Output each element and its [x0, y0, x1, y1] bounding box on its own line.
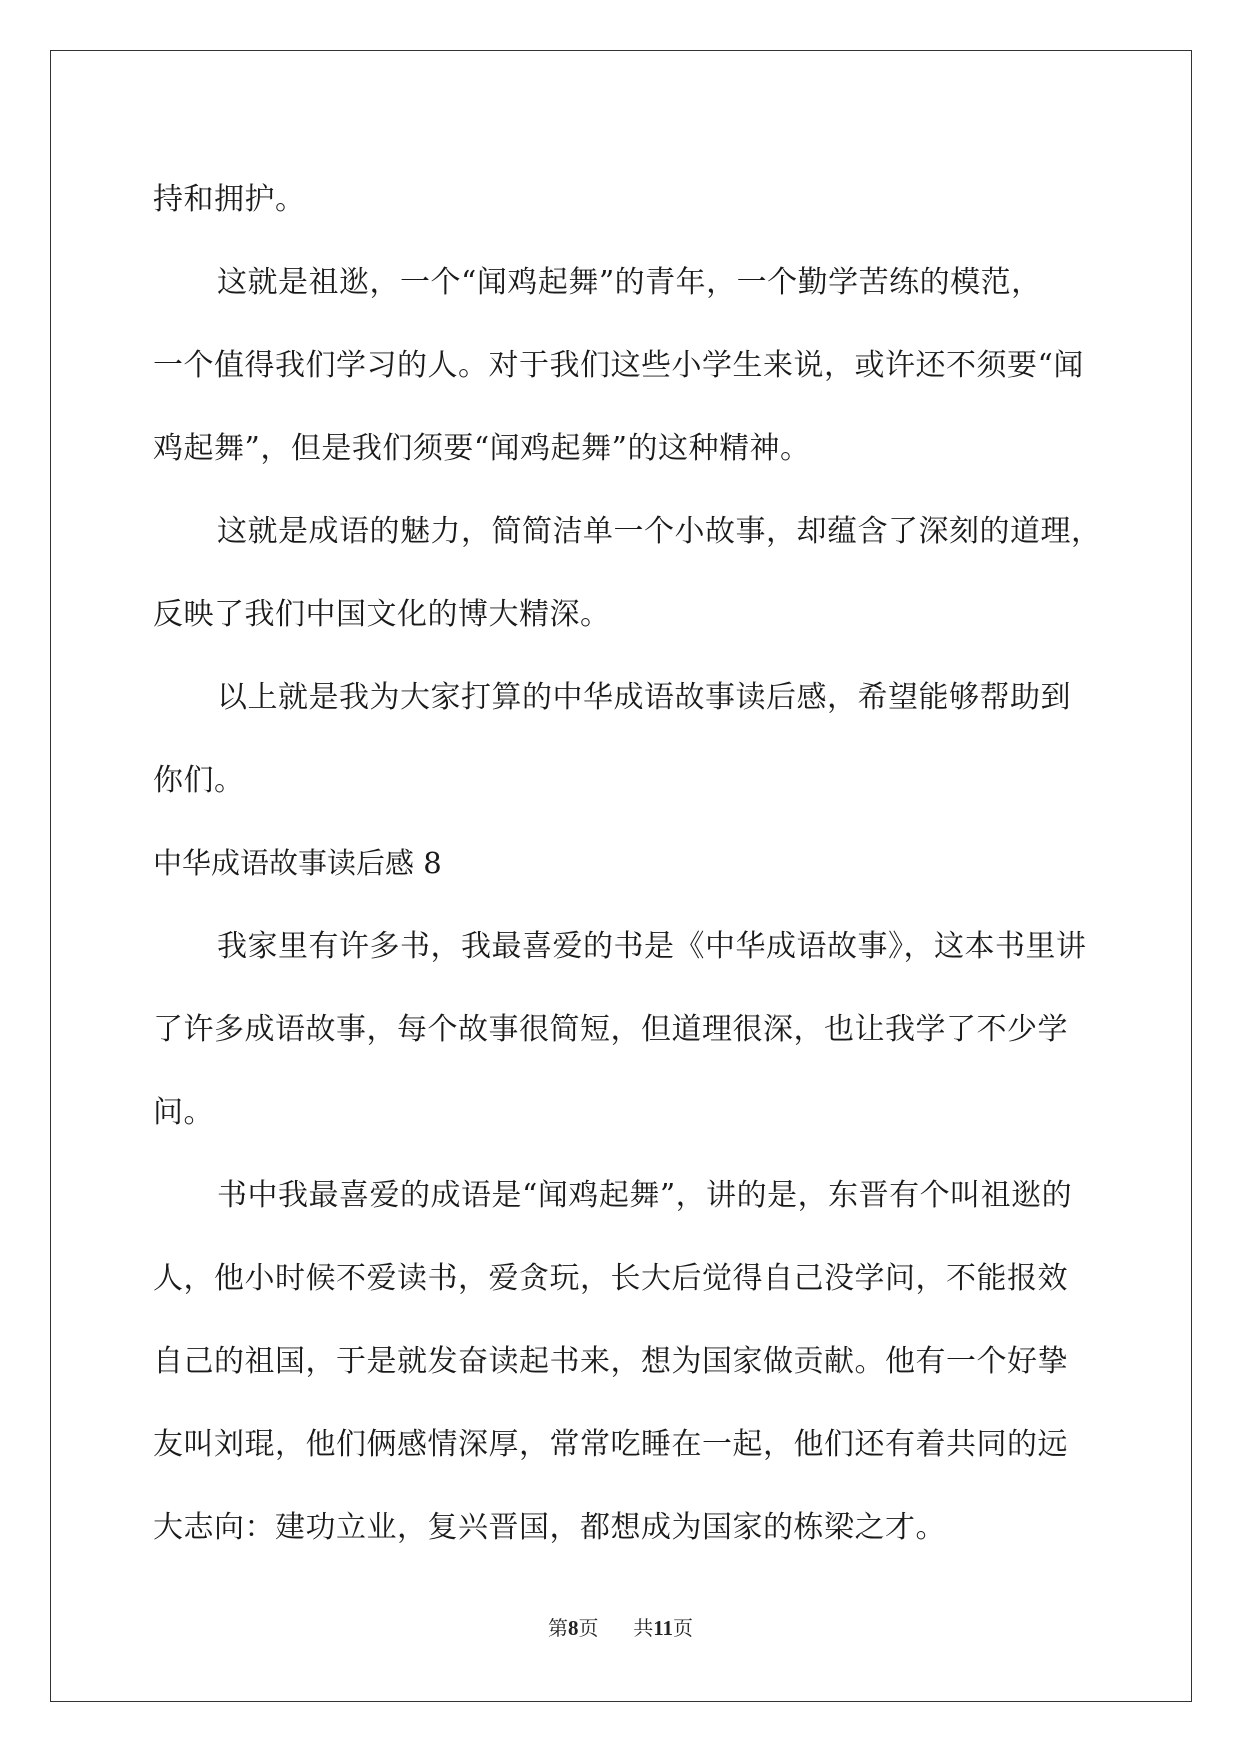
text-line-5: 这就是成语的魅力，简简洁单一个小故事，却蕴含了深刻的道理，: [217, 514, 1102, 549]
text-line-14: 人，他小时候不爱读书，爱贪玩，长大后觉得自己没学问，不能报效: [153, 1261, 1068, 1296]
text-line-12: 问。: [153, 1095, 214, 1130]
text-line-11: 了许多成语故事，每个故事很简短，但道理很深，也让我学了不少学: [153, 1012, 1068, 1047]
page-footer: [0, 1616, 1241, 1640]
text-line-1: 持和拥护。: [153, 182, 306, 217]
total-suffix: 页: [673, 1616, 694, 1640]
text-line-17: 大志向：建功立业，复兴晋国，都想成为国家的栋梁之才。: [153, 1510, 946, 1545]
text-line-3: 一个值得我们学习的人。对于我们这些小学生来说，或许还不须要“闻: [153, 348, 1084, 383]
text-line-15: 自己的祖国，于是就发奋读起书来，想为国家做贡献。他有一个好挚: [153, 1344, 1068, 1379]
section-heading: 中华成语故事读后感 8: [153, 846, 442, 880]
page-number: 8: [567, 1616, 579, 1640]
page-suffix: 页: [578, 1616, 599, 1640]
total-pages-label: [633, 1616, 693, 1640]
page-number-label: [548, 1616, 605, 1640]
text-line-7: 以上就是我为大家打算的中华成语故事读后感，希望能够帮助到: [217, 680, 1071, 715]
total-pages: 11: [653, 1616, 674, 1640]
text-line-6: 反映了我们中国文化的博大精深。: [153, 597, 611, 632]
page-prefix: 第: [547, 1616, 568, 1640]
text-line-4: 鸡起舞”，但是我们须要“闻鸡起舞”的这种精神。: [153, 431, 811, 466]
text-line-16: 友叫刘琨，他们俩感情深厚，常常吃睡在一起，他们还有着共同的远: [153, 1427, 1068, 1462]
text-line-2: 这就是祖逖，一个“闻鸡起舞”的青年，一个勤学苦练的模范，: [217, 265, 1042, 300]
document-body: [153, 158, 1113, 1569]
text-line-8: 你们。: [153, 763, 245, 798]
text-line-13: 书中我最喜爱的成语是“闻鸡起舞”，讲的是，东晋有个叫祖逖的: [217, 1178, 1073, 1213]
total-prefix: 共: [633, 1616, 654, 1640]
text-line-10: 我家里有许多书，我最喜爱的书是《中华成语故事》，这本书里讲: [217, 929, 1087, 964]
